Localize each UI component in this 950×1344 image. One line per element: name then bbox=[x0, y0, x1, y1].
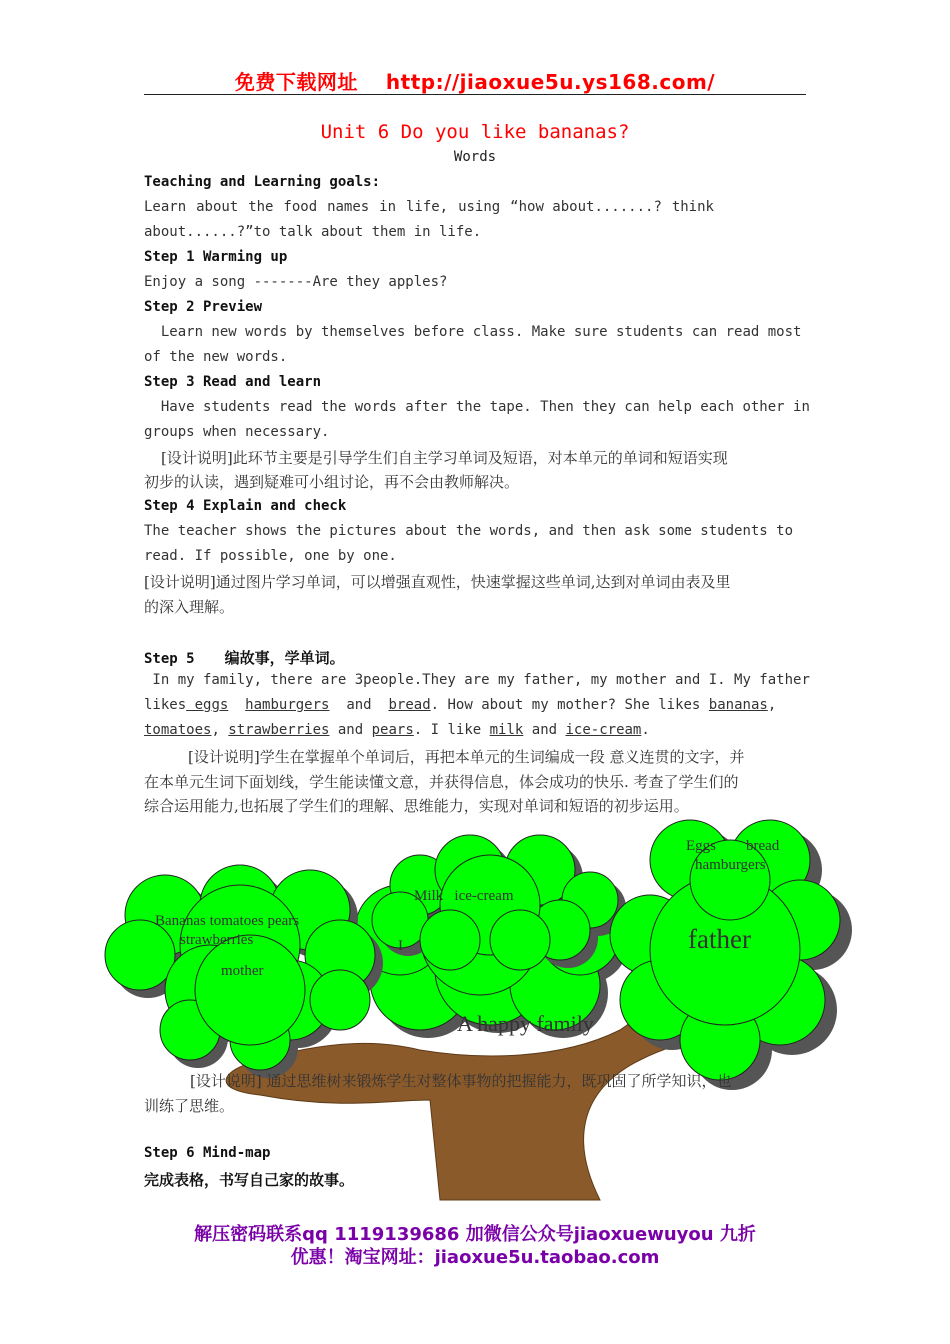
step5-heading-en: Step 5 bbox=[144, 651, 195, 667]
step4-note-1: [设计说明]通过图片学习单词，可以增强直观性，快速掌握这些单词,达到对单词由表及里 bbox=[144, 573, 731, 591]
w: Learn bbox=[144, 199, 187, 215]
step1-text: Enjoy a song -------Are they apples? bbox=[144, 274, 448, 290]
label-hamburgers: hamburgers bbox=[695, 857, 766, 873]
step4-heading: Step 4 Explain and check bbox=[144, 498, 347, 514]
step4-line-1: The teacher shows the pictures about the words, and then ask some students to bbox=[144, 523, 794, 539]
label-father: father bbox=[688, 924, 751, 954]
mindmap-note-2: 训练了思维。 bbox=[144, 1097, 235, 1115]
label-happy-family: A happy family bbox=[457, 1011, 594, 1036]
text: . bbox=[641, 722, 650, 738]
word-hamburgers: hamburgers bbox=[245, 697, 330, 713]
step4-line-2: read. If possible, one by one. bbox=[144, 548, 397, 564]
text: likes bbox=[144, 697, 187, 713]
step5-note-3: 综合运用能力,也拓展了学生们的理解、思维能力，实现对单词和短语的初步运用。 bbox=[144, 797, 689, 815]
w: life, bbox=[405, 199, 449, 215]
w: the bbox=[248, 199, 274, 215]
page-subtitle: Words bbox=[453, 149, 497, 165]
w: think bbox=[671, 199, 714, 215]
label-eggs: Eggs bbox=[686, 838, 716, 854]
step3-note-1: [设计说明]此环节主要是引导学生们自主学习单词及短语，对本单元的单词和短语实现 bbox=[161, 449, 728, 467]
word-pears: pears bbox=[371, 722, 414, 738]
step1-heading: Step 1 Warming up bbox=[144, 249, 288, 265]
w: “how about.......? bbox=[510, 199, 662, 215]
footer-line-2[interactable]: 优惠！淘宝网址：jiaoxue5u.taobao.com bbox=[290, 1247, 660, 1268]
step5-note-2: 在本单元生词下面划线，学生能读懂文意，并获得信息，体会成功的快乐. 考查了学生们的 bbox=[144, 773, 739, 791]
w: names bbox=[327, 199, 370, 215]
text: and bbox=[523, 722, 566, 738]
label-bread: bread bbox=[746, 838, 780, 854]
step5-line-1: In my family, there are 3people.They are my father, my mother and I. My father bbox=[144, 672, 810, 688]
word-ice-cream: ice-cream bbox=[565, 722, 642, 738]
label-mother: mother bbox=[221, 963, 264, 979]
word-bread: bread bbox=[388, 697, 431, 713]
page-title: Unit 6 Do you like bananas? bbox=[320, 121, 630, 143]
step4-note-2: 的深入理解。 bbox=[144, 598, 235, 616]
label-mother-foods: Bananas tomatoes pears bbox=[155, 913, 300, 929]
step2-line-2: of the new words. bbox=[144, 349, 288, 365]
step2-line-1: Learn new words by themselves before class. Make sure students can read most bbox=[144, 324, 802, 340]
w: food bbox=[283, 199, 318, 215]
step6-text: 完成表格，书写自己家的故事。 bbox=[144, 1171, 355, 1189]
word-tomatoes: tomatoes bbox=[144, 722, 212, 738]
mindmap-note-1: [设计说明] 通过思维树来锻炼学生对整体事物的把握能力，既巩固了所学知识，也 bbox=[190, 1072, 732, 1090]
text: . I like bbox=[413, 722, 490, 738]
step3-line-2: groups when necessary. bbox=[144, 424, 330, 440]
w: in bbox=[379, 199, 397, 215]
footer-line-1: 解压密码联系qq 1119139686 加微信公众号jiaoxuewuyou 九折 bbox=[194, 1224, 756, 1245]
header-label: 免费下载网址 bbox=[234, 70, 358, 94]
word-strawberries: strawberries bbox=[228, 722, 330, 738]
word-milk: milk bbox=[489, 722, 524, 738]
text: and bbox=[346, 697, 372, 713]
text: and bbox=[329, 722, 372, 738]
w: about bbox=[196, 199, 239, 215]
w: using bbox=[458, 199, 501, 215]
text: , bbox=[767, 697, 777, 713]
step2-heading: Step 2 Preview bbox=[144, 299, 263, 315]
step3-line-1: Have students read the words after the tape. Then they can help each other in bbox=[144, 399, 810, 415]
step3-heading: Step 3 Read and learn bbox=[144, 374, 322, 390]
label-strawberries: strawberries bbox=[180, 932, 254, 948]
step5-note-1: [设计说明]学生在掌握单个单词后，再把本单元的生词编成一段 意义连贯的文字，并 bbox=[188, 748, 745, 766]
text: , bbox=[211, 722, 229, 738]
word-bananas: bananas bbox=[708, 697, 768, 713]
step5-heading-cn: 编故事，学单词。 bbox=[224, 649, 345, 667]
text: . How about my mother? She likes bbox=[430, 697, 701, 713]
step3-note-2: 初步的认读，遇到疑难可小组讨论，再不会由教师解决。 bbox=[144, 473, 520, 491]
goals-line-2: about......?”to talk about them in life. bbox=[144, 224, 482, 240]
goals-heading: Teaching and Learning goals: bbox=[144, 174, 381, 190]
step6-heading: Step 6 Mind-map bbox=[144, 1145, 271, 1161]
label-milk-icecream: Milk ice-cream bbox=[414, 888, 514, 904]
word-eggs: eggs bbox=[186, 697, 229, 713]
header-url[interactable]: http://jiaoxue5u.ys168.com/ bbox=[385, 70, 716, 94]
label-i: I bbox=[398, 938, 403, 954]
